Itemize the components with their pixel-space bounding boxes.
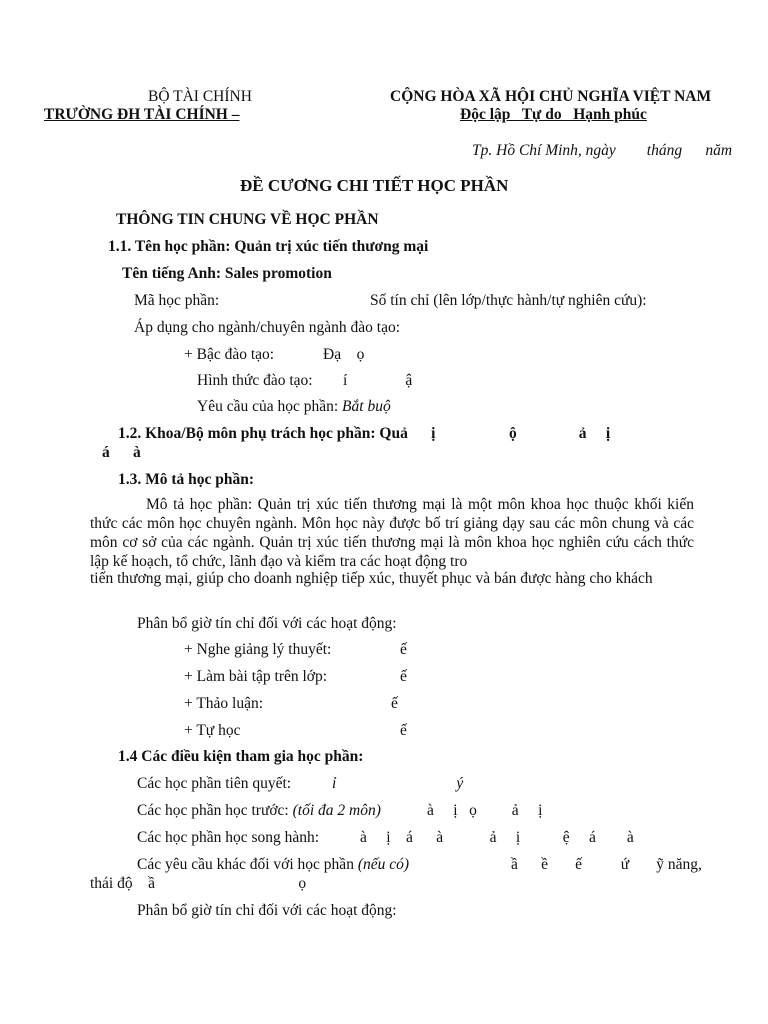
other-requirements-note: (nếu có)	[357, 856, 410, 873]
date-line: Tp. Hồ Chí Minh, ngày tháng năm	[472, 142, 733, 159]
parallel-course-value: à ị á à ả ị ệ á à	[360, 829, 634, 846]
credit-allocation-label-2: Phân bổ giờ tín chỉ đối với các hoạt động:	[137, 902, 397, 919]
credit-allocation-label: Phân bổ giờ tín chỉ đối với các hoạt động:	[137, 615, 397, 632]
discussion-hours-label: + Thảo luận:	[184, 695, 264, 712]
parallel-course-label: Các học phần học song hành:	[137, 829, 320, 846]
exercise-hours-value: ế	[400, 668, 407, 685]
section-1-2-heading: 1.2. Khoa/Bộ môn phụ trách học phần: Quả ị ộ ả ị	[118, 425, 611, 442]
self-study-label: + Tự học	[184, 722, 241, 739]
prerequisite-label: Các học phần tiên quyết:	[137, 775, 292, 792]
prior-course-label: Các học phần học trước:	[137, 802, 289, 819]
requirement-value: Bắt buộ	[342, 398, 391, 415]
other-requirements-line	[137, 856, 409, 874]
level-label: + Bậc đào tạo:	[184, 346, 275, 363]
prerequisite-value: ỉ ý	[332, 775, 464, 792]
section-1-2-continuation: á à	[102, 444, 141, 461]
section-1-4-heading: 1.4 Các điều kiện tham gia học phần:	[118, 748, 364, 765]
motto: Độc lập Tự do Hạnh phúc	[460, 106, 647, 123]
course-code-label: Mã học phần:	[134, 292, 220, 309]
prior-course-line	[137, 802, 381, 820]
english-name: Tên tiếng Anh: Sales promotion	[122, 265, 332, 282]
other-requirements-continuation: thái độ ầ ọ	[90, 875, 307, 892]
section-general-heading: THÔNG TIN CHUNG VỀ HỌC PHẦN	[116, 211, 379, 228]
section-1-1-heading: 1.1. Tên học phần: Quản trị xúc tiến thương mại	[108, 238, 429, 255]
other-requirements-label: Các yêu cầu khác đối với học phần	[137, 856, 354, 873]
apply-label: Áp dụng cho ngành/chuyên ngành đào tạo:	[134, 319, 401, 336]
other-requirements-value: ầ ề ế ứ ỹ năng,	[511, 856, 702, 873]
university-name-text: TRƯỜNG ĐH TÀI CHÍNH –	[44, 106, 240, 123]
level-value: Đạ ọ	[323, 346, 365, 363]
course-description: Mô tả học phần: Quản trị xúc tiến thương mại là một môn khoa học thuộc khối kiến thức các môn học chuyên ngành. Môn học này được bố trí giảng dạy sau các môn chung và các môn cơ sở của các ngành. Quản trị xúc tiến thương mại là môn khoa học nghiên cứu cách thức lập kế hoạch, tổ chức, lãnh đạo và kiểm tra các hoạt động tro	[90, 496, 694, 570]
lecture-hours-label: + Nghe giảng lý thuyết:	[184, 641, 332, 658]
lecture-hours-value: ế	[400, 641, 407, 658]
exercise-hours-label: + Làm bài tập trên lớp:	[184, 668, 328, 685]
prior-course-value: à ị ọ ả ị	[427, 802, 543, 819]
university-name	[44, 106, 240, 124]
requirement-label: Yêu cầu của học phần:	[197, 398, 339, 415]
credits-label: Số tín chỉ (lên lớp/thực hành/tự nghiên cứu):	[370, 292, 647, 309]
country-name: CỘNG HÒA XÃ HỘI CHỦ NGHĨA VIỆT NAM	[390, 88, 712, 105]
prior-course-note: (tối đa 2 môn)	[292, 802, 381, 819]
requirement-line	[197, 398, 391, 416]
course-description-last-line: tiến thương mại, giúp cho doanh nghiệp tiếp xúc, thuyết phục và bán được hàng cho khách	[90, 570, 653, 587]
section-1-3-heading: 1.3. Mô tả học phần:	[118, 471, 255, 488]
ministry-name: BỘ TÀI CHÍNH	[148, 88, 252, 105]
document-title: ĐỀ CƯƠNG CHI TIẾT HỌC PHẦN	[240, 176, 509, 195]
mode-value: í ậ	[343, 372, 413, 389]
discussion-hours-value: ế	[391, 695, 398, 712]
self-study-value: ế	[400, 722, 407, 739]
mode-label: Hình thức đào tạo:	[197, 372, 313, 389]
